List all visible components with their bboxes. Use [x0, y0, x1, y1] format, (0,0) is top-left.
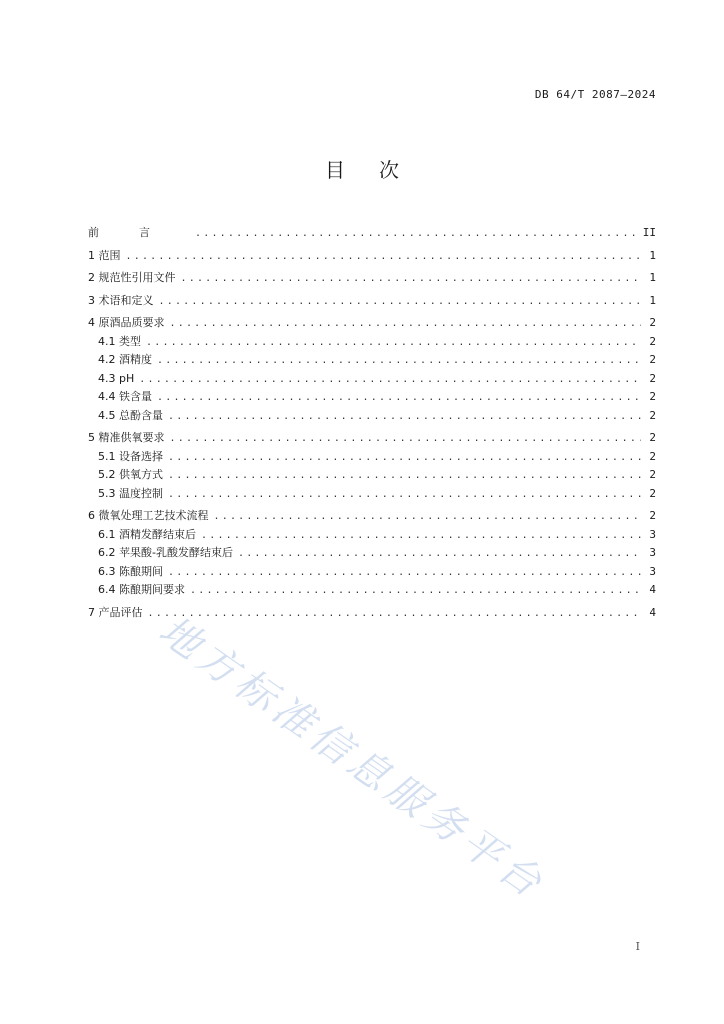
toc-dot-leader — [168, 408, 641, 426]
toc-entry-label: 7 产品评估 — [88, 605, 143, 619]
toc-dot-leader — [159, 293, 642, 311]
toc-entry-page: 2 — [649, 390, 656, 403]
toc-entry-page: 2 — [649, 449, 656, 463]
toc-entry-page: 1 — [649, 248, 656, 262]
toc-entry[interactable] — [88, 526, 656, 545]
toc-entry-page: 3 — [649, 564, 656, 578]
toc-dot-leader — [139, 371, 641, 389]
toc-entry-label: 5.3 温度控制 — [98, 486, 163, 500]
toc-dot-leader — [146, 334, 641, 352]
toc-entry[interactable] — [88, 563, 656, 582]
toc-dot-leader — [157, 389, 641, 407]
toc-entry[interactable] — [88, 544, 656, 563]
toc-dot-leader — [181, 270, 642, 288]
toc-entry-label: 5.1 设备选择 — [98, 449, 163, 463]
document-code: DB 64/T 2087—2024 — [534, 88, 656, 101]
toc-entry[interactable] — [88, 333, 656, 352]
toc-entry[interactable] — [88, 507, 656, 526]
toc-entry[interactable] — [88, 370, 656, 389]
toc-entry[interactable] — [88, 224, 656, 243]
toc-dot-leader — [238, 545, 641, 563]
toc-entry-page: 2 — [649, 316, 656, 329]
toc-entry-label: 6.2 苹果酸-乳酸发酵结束后 — [98, 546, 233, 559]
toc-entry-page: II — [642, 226, 656, 239]
toc-dot-leader — [168, 467, 641, 485]
toc-entry-label: 6.3 陈酿期间 — [98, 564, 163, 578]
toc-entry-label: 5 精准供氧要求 — [88, 431, 165, 444]
toc-entry-page: 2 — [649, 334, 656, 348]
toc-entry-label: 4 原酒品质要求 — [88, 316, 165, 329]
toc-dot-leader — [170, 430, 642, 448]
toc-entry-label: 2 规范性引用文件 — [88, 271, 176, 284]
toc-dot-leader — [168, 486, 641, 504]
toc-entry[interactable] — [88, 247, 656, 266]
toc-dot-leader — [168, 564, 641, 582]
toc-entry-label: 1 范围 — [88, 248, 121, 262]
toc-entry[interactable] — [88, 448, 656, 467]
toc-entry-page: 2 — [649, 431, 656, 444]
toc-entry-page: 3 — [649, 546, 656, 559]
toc-entry-label: 5.2 供氧方式 — [98, 468, 163, 481]
toc-entry[interactable] — [88, 314, 656, 333]
toc-entry-label: 4.5 总酚含量 — [98, 408, 163, 422]
toc-entry-page: 2 — [649, 353, 656, 366]
toc-entry-label: 6.4 陈酿期间要求 — [98, 583, 185, 596]
toc-entry[interactable] — [88, 292, 656, 311]
toc-entry-page: 4 — [649, 583, 656, 596]
toc-entry-label: 3 术语和定义 — [88, 293, 154, 307]
toc-entry-page: 2 — [649, 468, 656, 481]
toc-entry-label: 6 微氧处理工艺技术流程 — [88, 509, 209, 522]
toc-dot-leader — [157, 352, 641, 370]
toc-entry[interactable] — [88, 581, 656, 600]
toc-entry[interactable] — [88, 485, 656, 504]
table-of-contents — [88, 220, 656, 622]
toc-dot-leader — [148, 605, 642, 623]
toc-entry-page: 2 — [649, 408, 656, 422]
toc-entry[interactable] — [88, 351, 656, 370]
toc-entry-label: 4.2 酒精度 — [98, 353, 152, 366]
toc-entry-label: 6.1 酒精发酵结束后 — [98, 527, 196, 541]
toc-entry-page: 2 — [649, 371, 656, 385]
page-title: 目次 — [325, 158, 433, 182]
toc-entry-page: 2 — [649, 509, 656, 522]
toc-entry[interactable] — [88, 429, 656, 448]
toc-dot-leader — [214, 508, 642, 526]
toc-dot-leader — [170, 315, 642, 333]
toc-entry-label: 4.3 pH — [98, 371, 135, 385]
toc-entry-page: 4 — [649, 605, 656, 619]
watermark: 地方标准信息服务平台 — [150, 607, 554, 909]
toc-entry[interactable] — [88, 388, 656, 407]
toc-entry-page: 1 — [649, 293, 656, 307]
toc-dot-leader — [190, 582, 641, 600]
toc-dot-leader — [195, 225, 640, 243]
toc-entry-page: 1 — [649, 271, 656, 284]
toc-dot-leader — [168, 449, 641, 467]
toc-dot-leader — [201, 527, 641, 545]
toc-entry-page: 3 — [649, 527, 656, 541]
footer-page-number: I — [635, 940, 640, 953]
toc-entry[interactable] — [88, 407, 656, 426]
toc-entry-page: 2 — [649, 486, 656, 500]
toc-entry-label: 4.4 铁含量 — [98, 390, 152, 403]
toc-entry[interactable] — [88, 269, 656, 288]
toc-entry-label: 4.1 类型 — [98, 334, 141, 348]
toc-entry-label: 前言 — [88, 226, 190, 239]
toc-dot-leader — [126, 248, 642, 266]
toc-entry[interactable] — [88, 466, 656, 485]
